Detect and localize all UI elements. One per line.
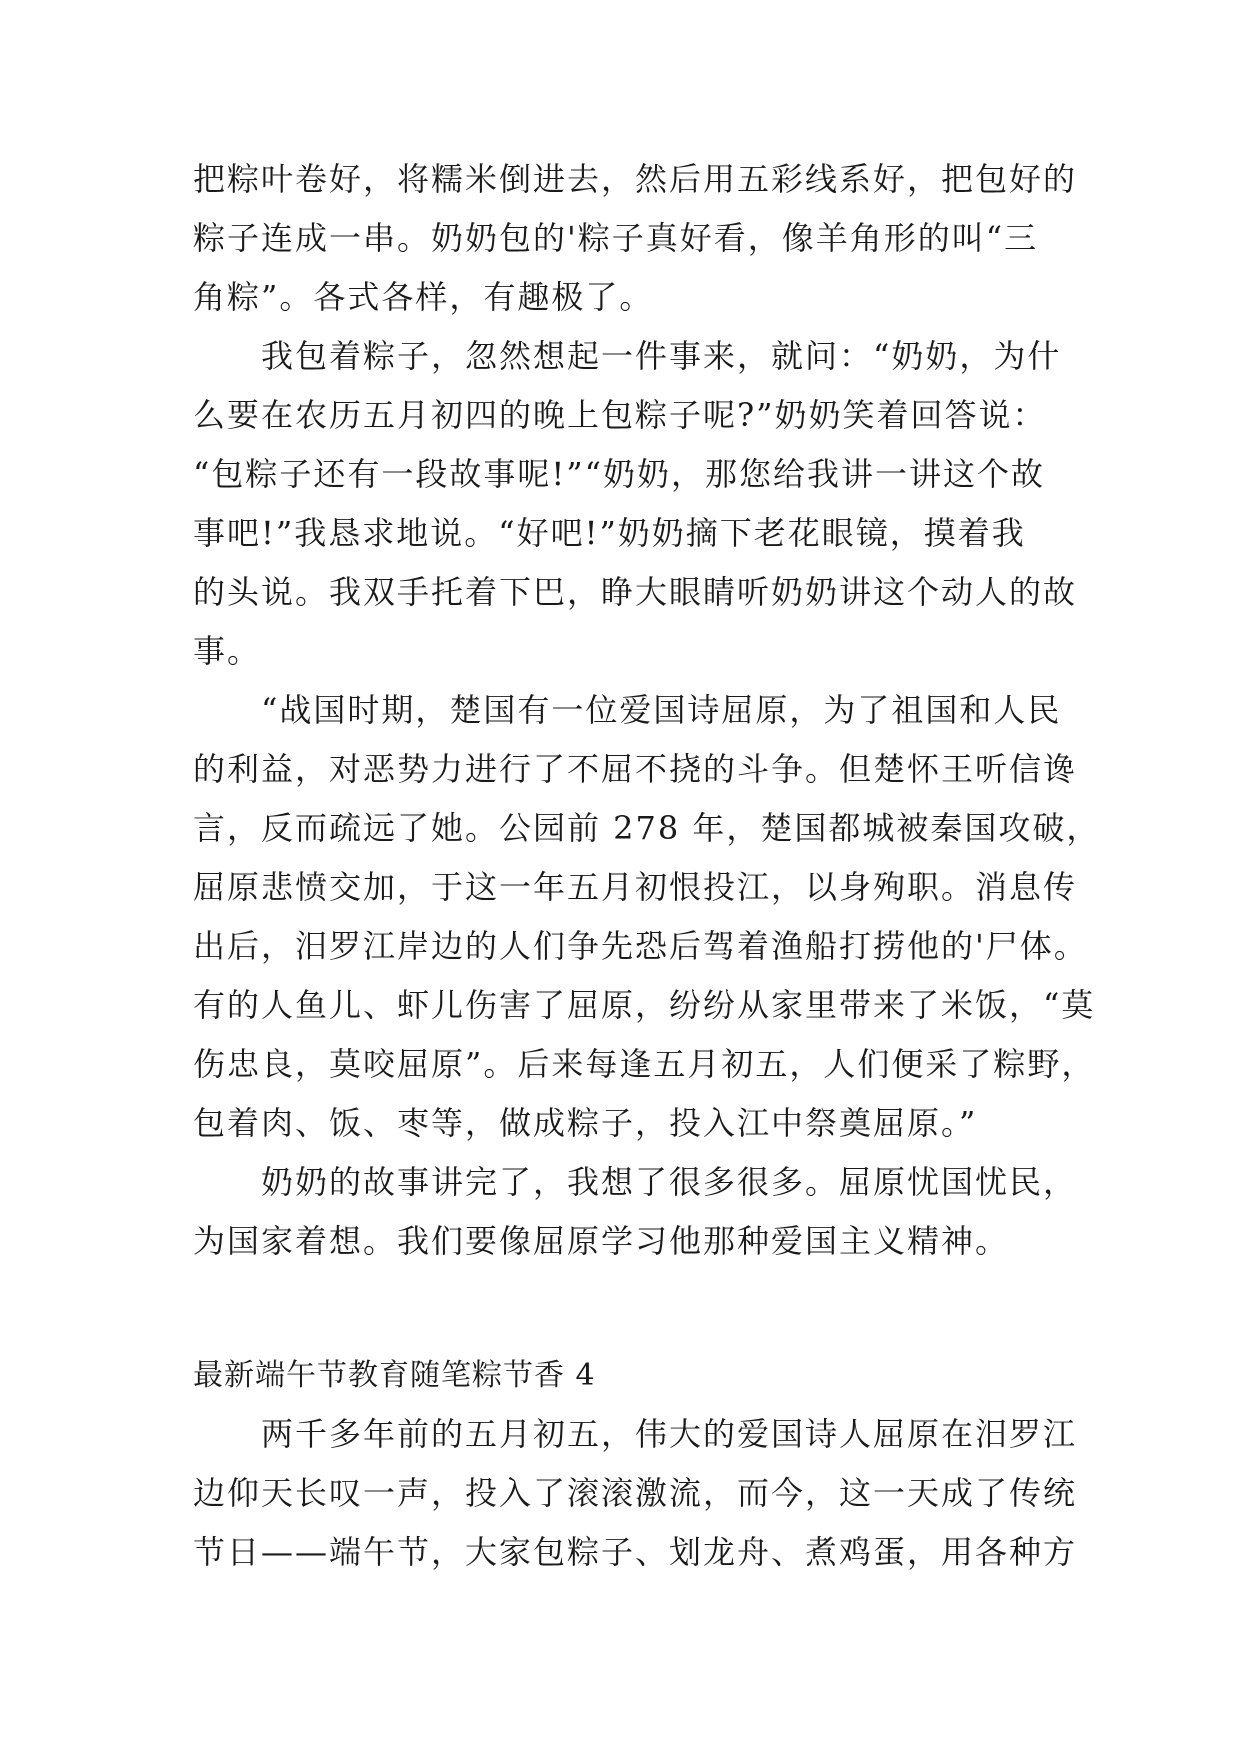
paragraph-1 xyxy=(193,150,1078,327)
text-line: 事吧!”我恳求地说。“好吧!”奶奶摘下老花眼镜，摸着我 xyxy=(193,514,1026,552)
text-line: 边仰天长叹一声，投入了滚滚激流，而今，这一天成了传统 xyxy=(193,1474,1078,1512)
paragraph-3 xyxy=(193,681,1101,1153)
text-line: 节日——端午节，大家包粽子、划龙舟、煮鸡蛋，用各种方 xyxy=(193,1533,1078,1571)
document-body xyxy=(193,150,1101,1582)
text-line: 事。 xyxy=(193,632,262,670)
text-line: 屈原悲愤交加，于这一年五月初恨投江，以身殉职。消息传 xyxy=(193,868,1078,906)
text-line: “战国时期，楚国有一位爱国诗屈原，为了祖国和人民 xyxy=(261,691,1062,729)
text-line: 我包着粽子，忽然想起一件事来，就问：“奶奶，为什 xyxy=(261,337,1062,375)
text-line: 奶奶的故事讲完了，我想了很多很多。屈原忧国忧民， xyxy=(261,1163,1078,1201)
text-line: 为国家着想。我们要像屈原学习他那种爱国主义精神。 xyxy=(193,1222,1010,1260)
text-line: 的利益，对恶势力进行了不屈不挠的斗争。但楚怀王听信谗 xyxy=(193,750,1078,788)
text-line: 出后，汨罗江岸边的人们争先恐后驾着渔船打捞他的'尸体。 xyxy=(193,927,1088,965)
section-paragraph xyxy=(193,1405,1078,1582)
text-line: 包着肉、饭、枣等，做成粽子，投入江中祭奠屈原。” xyxy=(193,1104,978,1142)
text-line: 言，反而疏远了她。公园前 278 年，楚国都城被秦国攻破， xyxy=(193,809,1101,847)
paragraph-2 xyxy=(193,327,1078,681)
section-title: 最新端午节教育随笔粽节香 4 xyxy=(193,1358,596,1393)
text-line: 伤忠良，莫咬屈原”。后来每逢五月初五，人们便采了粽野， xyxy=(193,1045,1096,1083)
paragraph-4 xyxy=(193,1153,1078,1271)
text-line: 有的人鱼儿、虾儿伤害了屈原，纷纷从家里带来了米饭，“莫 xyxy=(193,986,1096,1024)
text-line: 么要在农历五月初四的晚上包粽子呢?”奶奶笑着回答说： xyxy=(193,396,1047,434)
text-line: 角粽”。各式各样，有趣极了。 xyxy=(193,278,654,316)
text-line: 粽子连成一串。奶奶包的'粽子真好看，像羊角形的叫“三 xyxy=(193,219,1039,257)
text-line: 把粽叶卷好，将糯米倒进去，然后用五彩线系好，把包好的 xyxy=(193,160,1078,198)
text-line: 的头说。我双手托着下巴，睁大眼睛听奶奶讲这个动人的故 xyxy=(193,573,1078,611)
text-line: “包粽子还有一段故事呢!”“奶奶，那您给我讲一讲这个故 xyxy=(193,455,1045,493)
text-line: 两千多年前的五月初五，伟大的爱国诗人屈原在汨罗江 xyxy=(261,1415,1078,1453)
